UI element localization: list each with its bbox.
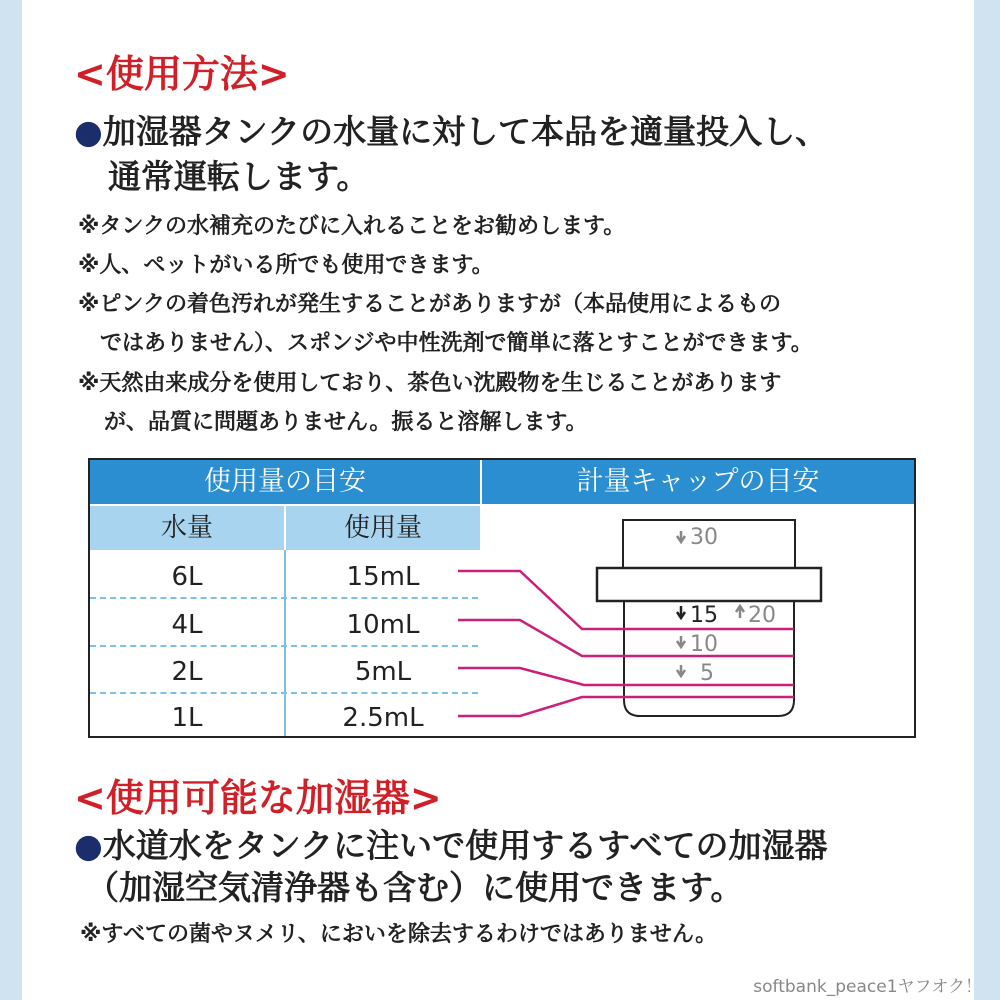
cap-mark-label: 30 [690,525,718,550]
arrow-down-icon [677,665,685,676]
humidifiers-note: ※すべての菌やヌメリ、においを除去するわけではありません。 [80,922,718,947]
table-header-cap: 計量キャップの目安 [482,460,914,504]
usage-note: ※タンクの水補充のたびに入れることをお勧めします。 [78,214,626,239]
table-cell-amount: 10mL [346,610,420,640]
table-cell-water: 1L [171,703,203,733]
table-cell-amount: 5mL [354,657,412,687]
usage-note: ※ピンクの着色汚れが発生することがありますが（本品使用によるもの [78,292,781,317]
arrow-down-icon [677,606,685,618]
column-header-water: 水量 [90,506,284,550]
usage-note: が、品質に問題ありません。振ると溶解します。 [104,410,588,435]
usage-heading: <使用方法> [74,52,290,96]
cap-mark-10 [677,632,718,657]
table-cell-amount: 2.5mL [342,703,424,733]
usage-note: ※天然由来成分を使用しており、茶色い沈殿物を生じることがあります [78,371,782,396]
table-cell-water: 4L [171,610,203,640]
usage-note: ※人、ペットがいる所でも使用できます。 [78,253,494,278]
cap-mark-label: 20 [748,603,776,628]
humidifiers-main-line2: （加湿空気清浄器も含む）に使用できます。 [86,868,744,907]
connector-line-2-5ml [458,697,794,716]
watermark-text: softbank_peace1ヤフオク！ [753,977,982,997]
arrow-up-icon [736,606,744,618]
bullet-icon: ● [74,112,103,151]
usage-main-line2: 通常運転します。 [108,157,370,196]
table-header-usage: 使用量の目安 [90,460,480,504]
table-cell-amount: 15mL [346,562,420,592]
arrow-down-icon [677,636,685,647]
cap-mark-15 [677,603,718,628]
table-cell-water: 2L [171,657,203,687]
humidifiers-main-line1: ●水道水をタンクに注いで使用するすべての加湿器 [74,826,828,865]
cap-mark-label: 10 [690,632,718,657]
cap-rim [597,568,821,601]
cap-mark-5 [677,661,714,686]
usage-note: ではありません）、スポンジや中性洗剤で簡単に落とすことができます。 [100,331,813,356]
connector-line-10ml [458,620,794,656]
humidifiers-heading: <使用可能な加湿器> [74,776,442,820]
usage-main-line1: ●加湿器タンクの水量に対して本品を適量投入し、 [74,112,829,151]
bullet-icon: ● [74,826,103,865]
cap-mark-20 [736,603,776,628]
cap-mark-label: 15 [690,603,718,628]
cap-mark-label: 5 [700,661,714,686]
connector-line-5ml [458,668,794,685]
table-cell-water: 6L [171,562,203,592]
column-header-amount: 使用量 [286,506,480,550]
